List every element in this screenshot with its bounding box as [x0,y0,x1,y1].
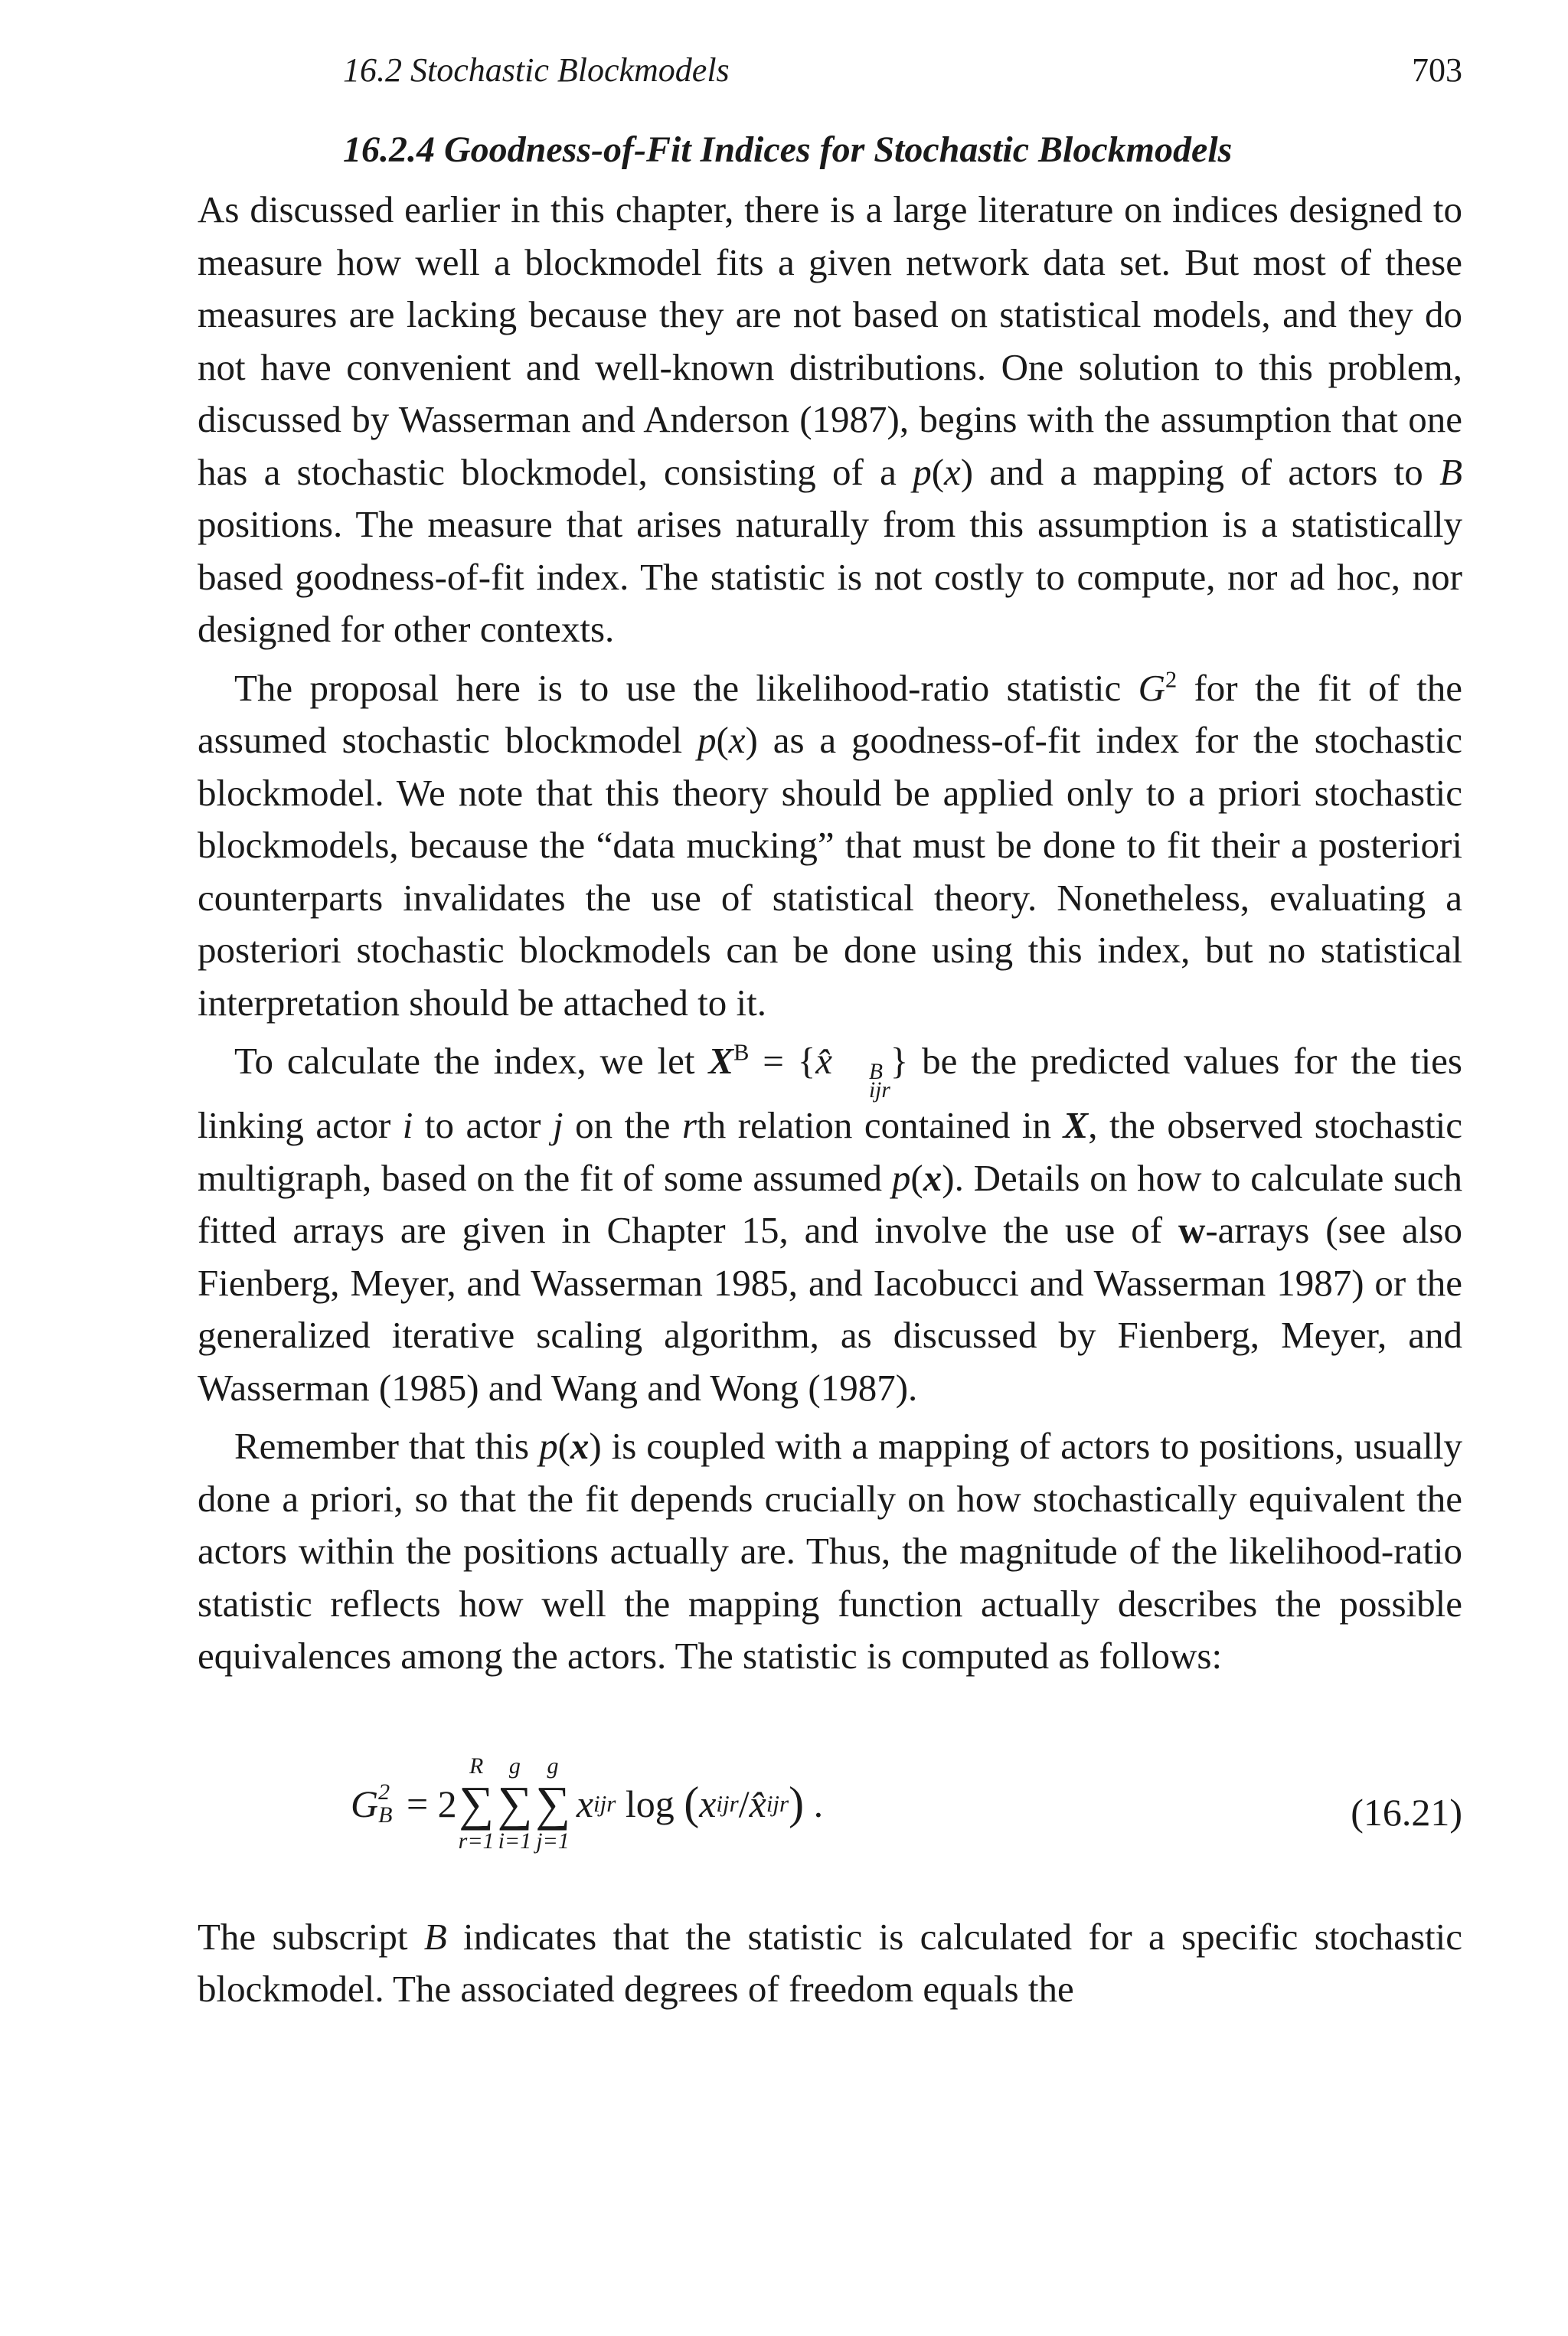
paragraph-3: To calculate the index, we let $X^B$ = {x̂ B ijr } be the predicted values for the ties linking actor i to actor j on the rth relation contained in X, the observed stochastic multigraph, based on the fit of some assumed p(x). Details on how to calculate such fitted arrays are given in Chapter 15, and involve the use of w-arrays (see also Fienberg, Meyer, and Wasserman 1985, and Iacobucci and Wasserman 1987) or the generalized iterative scaling algorithm, as discussed by Fienberg, Meyer, and Wasserman (1985) and Wang and Wong (1987). [198,1039,1462,1409]
eq-x2: x [699,1782,717,1825]
sum-j-sigma: ∑ [535,1776,570,1831]
book-page [198,46,1462,2016]
p1-text-1: As discussed earlier in this chapter, there is a large literature on indices designed to measure how well a blockmodel fits a given network data set. But most of these measures are lacking because they are not based on statistical models, and they do not have convenient and well-known distributions. One solution to this problem, discussed by Wasserman and Anderson (1987), begins with the assumption that one has a stochastic blockmodel, consisting of a [198,188,1462,493]
p2-G: G [1138,666,1165,709]
p3-x: x [923,1156,942,1199]
p2-p: p [697,719,717,761]
eq-lhs-sup: 2 [378,1779,390,1805]
p3-X: X [1063,1104,1089,1147]
p2-x: x [728,719,746,761]
eq-slash: / [738,1782,750,1825]
eq-dot: . [804,1782,824,1825]
page-number: 703 [1412,51,1462,89]
sum-r-sigma: ∑ [459,1776,494,1831]
p5-B: B [423,1915,447,1958]
eq-lhs-G: G [351,1782,379,1825]
eq-equals: = 2 [397,1782,457,1825]
running-head [198,46,1462,100]
p3-text-3: to actor [413,1104,554,1147]
sum-r-lower: r=1 [458,1828,495,1854]
p3-XB-sup: B [733,1039,750,1066]
p1-text-3: positions. The measure that arises naturally from this assumption is a statistically based goodness-of-fit index. The statistic is not costly to compute, nor ad hoc, nor designed for other contexts. [198,503,1462,650]
p3-xhat-sub: ijr [868,1077,890,1103]
paragraph-1: As discussed earlier in this chapter, there is a large literature on indices designed to measure how well a blockmodel fits a given network data set. But most of these measures are lacking because they are not based on statistical models, and they do not have convenient and well-known distributions. One solution to this problem, discussed by Wasserman and Anderson (1987), begins with the assumption that one has a stochastic blockmodel, consisting of a p(x) and a mapping of actors to B positions. The measure that arises naturally from this assumption is a statistically based goodness-of-fit index. The statistic is not costly to compute, nor ad hoc, nor designed for other contexts. [198,188,1462,650]
sum-j-lower: j=1 [536,1828,570,1854]
equation-16-21 [198,1730,1462,1884]
sum-i-upper: g [508,1753,521,1779]
eq-close: ) [789,1778,805,1829]
p3-xhat-sup: B [868,1060,883,1085]
p2-text-3: as a goodness-of-fit index for the stochastic blockmodel. We note that this theory should be applied only to a priori stochastic blockmodels, because the “data mucking” that must be done to fit their a posteriori counterparts invalidates the use of statistical theory. Nonetheless, evaluating a posteriori stochastic blockmodels can be done using this index, but no statistical interpretation should be attached to it. [198,719,1462,1024]
sum-i-lower: i=1 [498,1828,532,1854]
section-heading: 16.2.4 Goodness-of-Fit Indices for Stochastic Blockmodels [343,129,1233,170]
equation-number: (16.21) [1351,1790,1462,1834]
p3-text-8: -arrays (see also Fienberg, Meyer, and Wasserman 1985, and Iacobucci and Wasserman 1987) or the generalized iterative scaling algorithm, as discussed by Fienberg, Meyer, and Wasserman (1985) and Wang and Wong (1987). [198,1209,1462,1409]
paragraph-4: Remember that this p(x) is coupled with a mapping of actors to positions, usually done a priori, so that the fit depends crucially on how stochastically equivalent the actors within the positions actually are. Thus, the magnitude of the likelihood-ratio statistic reflects how well the mapping function actually describes the possible equivalences among the actors. The statistic is computed as follows: [198,1425,1462,1678]
eq-open: ( [684,1778,700,1829]
sum-j-upper: g [547,1753,559,1779]
p1-text-2: and a mapping of actors to [973,450,1440,493]
running-title: 16.2 Stochastic Blockmodels [343,51,730,89]
p3-xhat: x̂ [815,1040,832,1082]
p3-text-7: . Details on how to calculate such fitted arrays are given in Chapter 15, and involve the use of [198,1156,1462,1252]
p1-x: x [944,450,961,493]
p4-text-2: is coupled with a mapping of actors to positions, usually done a priori, so that the fit depends crucially on how stochastically equivalent the actors within the positions actually are. Thus, the magnitude of the likelihood-ratio statistic reflects how well the mapping function actually describes the possible equivalences among the actors. The statistic is computed as follows: [198,1425,1462,1678]
eq-xhat: x̂ [749,1782,766,1825]
p3-text-5: th relation contained in [697,1104,1063,1147]
p3-text-4: on the [563,1104,683,1147]
p3-text-1: To calculate the index, we let [234,1040,709,1082]
sum-j [535,1753,570,1854]
p3-close: } [890,1040,909,1082]
sum-i [498,1753,533,1854]
p4-text-1: Remember that this [234,1425,540,1468]
p3-eq: = { [749,1040,816,1082]
paragraph-2: The proposal here is to use the likelihood-ratio statistic $G^2$ for the fit of the assumed stochastic blockmodel p(x) as a goodness-of-fit index for the stochastic blockmodel. We note that this theory should be applied only to a priori stochastic blockmodels, because the “data mucking” that must be done to fit their a posteriori counterparts invalidates the use of statistical theory. Nonetheless, evaluating a posteriori stochastic blockmodels can be done using this index, but no statistical interpretation should be attached to it. [198,666,1462,1024]
sum-r-upper: R [469,1753,484,1779]
p3-text-6: , the observed stochastic multigraph, based on the fit of some assumed [198,1104,1462,1199]
sum-i-sigma: ∑ [497,1776,533,1831]
equation-body: G 2 B = 2 R ∑ r=1 g ∑ i=1 g ∑ j=1 x ijr log ( x ijr / x̂ ijr ) . [351,1753,824,1854]
p1-B: B [1439,450,1462,493]
p3-r: r [682,1104,697,1147]
p1-p: p [913,450,932,493]
p2-text-2: for the fit of the assumed stochastic blockmodel [198,666,1462,761]
p3-i: i [402,1104,413,1147]
paragraph-5 [198,1911,1462,2016]
eq-x: x [576,1782,594,1825]
p4-p: p [539,1425,558,1468]
eq-log: log [616,1782,684,1825]
p2-G-sup: 2 [1165,666,1178,693]
p3-w: w [1178,1209,1206,1252]
p3-p: p [891,1156,911,1199]
sum-r [459,1753,495,1854]
p4-x: x [570,1425,590,1468]
p5-text-1: The subscript [198,1915,424,1958]
p2-text-1: The proposal here is to use the likelihood-ratio statistic [234,666,1138,709]
p3-text-2: be the predicted values for the ties linking actor [198,1040,1462,1147]
p3-j: j [553,1104,564,1147]
p5-text-2: indicates that the statistic is calculated for a specific stochastic blockmodel. The associated degrees of freedom equals the [198,1915,1462,2011]
eq-lhs-sub: B [378,1802,393,1828]
p3-XB: X [708,1040,734,1082]
